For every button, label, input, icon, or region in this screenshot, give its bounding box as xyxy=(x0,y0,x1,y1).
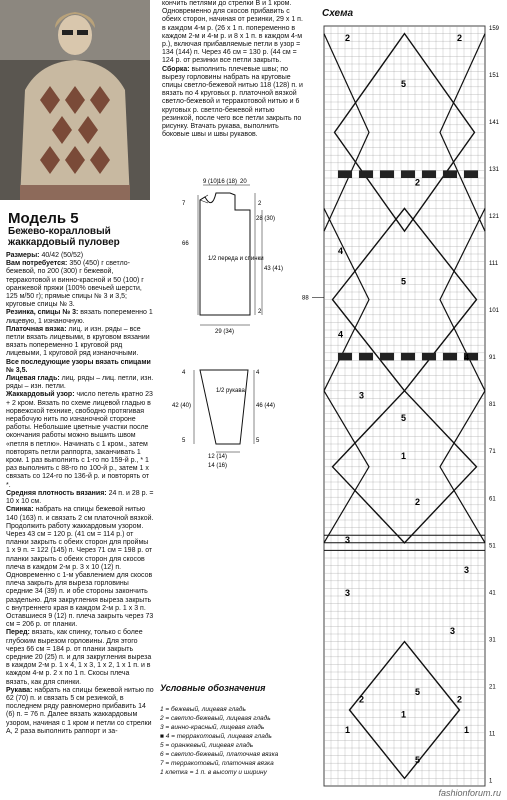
terracotta-cells xyxy=(401,170,415,178)
chart-cell-number: 3 xyxy=(345,534,351,545)
instructions-column-1 xyxy=(6,252,154,736)
chart-cell-number: 2 xyxy=(415,496,421,507)
col1-paragraph xyxy=(6,391,154,489)
body-left-label-2: 66 xyxy=(182,241,189,247)
col1-paragraph-lead: Платочная вязка: xyxy=(6,325,67,333)
col2-paragraph-text: кончить петлями до стрелки В и 1 кром. Одновременно для скосов прибавить с обеих сторон, начиная от резинки, 29 х 1 п. в каждом 4-м р. (26 х 1 п. попеременно в каждом 2-м и 4-м р. и 8 х 1 п. в каждом 4-м р.), включая прибавляемые петли в узор = 134 (144) п. Через 46 см = 130 р. (44 см = 124 р. от резинки все петли закрыть. xyxy=(162,0,303,65)
row-number: 141 xyxy=(489,120,500,127)
chart-cell-number: 2 xyxy=(457,694,463,705)
row-number: 41 xyxy=(489,590,496,597)
terracotta-cells xyxy=(443,353,457,361)
row-number: 11 xyxy=(489,731,496,738)
col1-paragraph-lead: Резинка, спицы № 3: xyxy=(6,309,79,317)
chart-cell-number: 4 xyxy=(338,329,344,340)
chart-cell-number: 4 xyxy=(338,246,344,256)
sleeve-left-label-1: 4 xyxy=(182,370,186,376)
col1-paragraph xyxy=(6,375,154,391)
model-subtitle: Бежево-коралловый жаккардовый пуловер xyxy=(8,226,120,248)
chart-cell-number: 3 xyxy=(450,626,456,636)
chart-cell-number: 2 xyxy=(457,33,463,44)
col1-paragraph-text: набрать на спицы бежевой нитью по 62 (70) п. и связать 5 см резинкой, в последнем ряду равномерно прибавить 14 (6) п. = 76 п. Далее вязать жаккардовым узором, начиная с 1 кром и петли со стрелки А, 2 раза выполнить раппорт и за- xyxy=(6,686,154,735)
chart-cell-number: 1 xyxy=(401,451,407,462)
legend-item: 5 = оранжевый, лицевая гладь xyxy=(160,742,254,749)
terracotta-cells xyxy=(359,170,373,178)
col1-paragraph-text: 24 п. и 28 р. = 10 х 10 см. xyxy=(6,489,154,506)
chart-cell-number: 1 xyxy=(345,724,351,735)
col1-paragraph-text: лиц. ряды – лиц. петли, изн. ряды – изн. петли. xyxy=(6,375,154,391)
row-number: 1 xyxy=(489,778,493,785)
model-title: Модель 5 xyxy=(8,210,79,227)
chart-cell-number: 3 xyxy=(359,390,365,401)
col1-paragraph-lead: Жаккардовый узор: xyxy=(6,391,75,399)
legend xyxy=(160,705,310,777)
chart-cell-number: 5 xyxy=(415,686,421,697)
col1-paragraph-text: число петель кратно 23 + 2 кром. Вязать по схеме лицевой гладью в норвежской технике, свободно протягивая нерабочую нить по изнаночной стороне работы. Небольшие цветные участки после окончания работы можно вышить швом «петля в петлю». Начинать с 1 кром., затем повторять петли раппорта, заканчивать 1 кром. 1 раз выполнить с 1-го по 159-й р., * 1 раз выполнить с 88-го по 100-й р., затем 1 х связать со 124-го по 136-й р. и повторять от *. xyxy=(6,391,153,489)
body-top-label-3: 20 xyxy=(240,179,247,185)
knitting-chart xyxy=(300,20,507,795)
sleeve-left-label-4: 5 xyxy=(182,438,186,444)
body-top-label-1: 9 (10) xyxy=(203,179,219,185)
terracotta-cells xyxy=(464,170,478,178)
col1-paragraph xyxy=(6,252,154,260)
terracotta-cells xyxy=(380,353,394,361)
col1-paragraph xyxy=(6,490,154,506)
model-photo xyxy=(0,0,150,200)
legend-item: ■ 4 = терракотовый, лицевая гладь xyxy=(160,733,272,740)
sleeve-right-label-2: 46 (44) xyxy=(256,403,276,409)
schema-label: Схема xyxy=(322,8,354,19)
chart-cell-number: 2 xyxy=(359,694,365,705)
col1-paragraph-lead: Рукава: xyxy=(6,686,33,694)
col1-paragraph-lead: Перед: xyxy=(6,629,30,637)
body-right-label-2: 28 (30) xyxy=(256,216,276,222)
terracotta-cells xyxy=(338,353,352,361)
col1-paragraph-text: вязать попеременно 1 лицевую, 1 изнаночную. xyxy=(6,309,153,325)
row-number: 91 xyxy=(489,355,496,362)
sleeve-right-label-3: 5 xyxy=(256,438,260,444)
col1-paragraph-text: 350 (450) г светло-бежевой, по 200 (300) г бежевой, терракотовой и винно-красной и 50 (100) г оранжевой пряжи (100% овечьей шерсти, 125 м/50 г); прямые спицы № 3 и 3,5; круговые спицы № 3. xyxy=(6,260,144,309)
terracotta-cells xyxy=(359,353,373,361)
sleeve-pattern-diagram xyxy=(160,352,285,472)
col2-paragraph-lead: Сборка: xyxy=(162,65,190,73)
row-number: 131 xyxy=(489,167,500,174)
row-number: 81 xyxy=(489,402,496,409)
body-right-label-4: 2 xyxy=(258,309,262,315)
col1-paragraph-text: вязать, как спинку, только с более глубоким вырезом горловины. Для этого через 66 см = 184 р. от планки закрыть средние 20 (25) п. и для закругления выреза в каждом 2-м р. 1 х 4, 1 х 3, 1 х 2, 1 х 1 п. и в каждом 4-м р. 2 х по 1 п. Скосы плеча вязать, как для спинки. xyxy=(6,629,152,686)
row-number: 51 xyxy=(489,543,496,550)
legend-item: 1 = бежевый, лицевая гладь xyxy=(160,706,246,713)
body-center-label: 1/2 переда и спинки xyxy=(208,256,264,262)
col1-paragraph xyxy=(6,359,154,375)
col2-paragraph-text: выполнить плечевые швы; по вырезу горловины набрать на круговые спицы светло-бежевой нитью 118 (128) п. и вязать по 4 круговых р. платочной вязкой светло-бежевой и терракотовой нитью и 6 круговых р. светло-бежевой нитью резинкой, после чего все петли закрыть по рисунку. Втачать рукава, выполнить боковые швы и швы рукавов. xyxy=(162,65,303,139)
row-number: 111 xyxy=(489,261,499,268)
row-number: 121 xyxy=(489,214,500,221)
watermark: fashionforum.ru xyxy=(438,788,501,798)
sleeve-left-label-2: 42 (40) xyxy=(172,403,192,409)
col1-paragraph xyxy=(6,506,154,629)
body-pattern-diagram xyxy=(160,175,285,335)
sleeve-right-label-1: 4 xyxy=(256,370,260,376)
col1-paragraph-lead: Лицевая гладь: xyxy=(6,375,60,383)
body-right-label-1: 2 xyxy=(258,201,262,207)
legend-item: 1 клетка = 1 п. в высоту и ширину xyxy=(160,769,267,776)
col1-paragraph-text: 40/42 (50/52) xyxy=(39,252,84,259)
chart-cell-number: 3 xyxy=(464,565,470,576)
chart-cell-number: 1 xyxy=(401,709,407,720)
legend-item: 2 = светло-бежевый, лицевая гладь xyxy=(160,715,271,722)
terracotta-cells xyxy=(422,353,436,361)
terracotta-cells xyxy=(380,170,394,178)
terracotta-cells xyxy=(338,170,352,178)
col1-paragraph-lead: Средняя плотность вязания: xyxy=(6,489,107,497)
col1-paragraph-lead: Все последующие узоры вязать спицами № 3,5. xyxy=(6,358,151,374)
sleeve-bottom-label-1: 12 (14) xyxy=(208,454,228,460)
sleeve-bottom-label-2: 14 (16) xyxy=(208,463,228,469)
model-photo-illustration xyxy=(0,0,150,200)
left-row-marker: 88 xyxy=(302,295,309,302)
chart-cell-number: 4 xyxy=(464,352,470,363)
col1-paragraph-text: лиц. и изн. ряды – все петли вязать лицевыми, в круговом вязании вязать попеременно 1 круговой ряд лицевыми, 1 круговой ряд изнаночными. xyxy=(6,325,150,358)
row-number: 61 xyxy=(489,496,496,503)
row-number: 151 xyxy=(489,73,500,80)
col1-paragraph xyxy=(6,629,154,686)
body-right-label-3: 43 (41) xyxy=(264,266,284,272)
chart-cell-number: 2 xyxy=(415,177,421,188)
terracotta-cells xyxy=(422,170,436,178)
col2-paragraph xyxy=(162,0,307,66)
chart-cell-number: 5 xyxy=(415,755,421,766)
col1-paragraph xyxy=(6,326,154,359)
body-top-label-2: 16 (18) xyxy=(218,179,238,185)
chart-cell-number: 5 xyxy=(401,78,407,89)
legend-item: 6 = светло-бежевый, платочная вязка xyxy=(160,751,279,758)
chart-cell-number: 3 xyxy=(345,588,351,598)
legend-item: 7 = терракотовый, платочная вязка xyxy=(160,760,274,767)
row-number: 31 xyxy=(489,637,496,644)
sleeve-center-label: 1/2 рукава xyxy=(216,388,245,394)
row-number: 71 xyxy=(489,449,496,456)
col1-paragraph-lead: Спинка: xyxy=(6,506,34,514)
chart-cell-number: 1 xyxy=(464,724,470,735)
col2-paragraph xyxy=(162,66,307,140)
legend-item: 3 = винно-красный, лицевая гладь xyxy=(160,724,265,731)
chart-cell-number: 5 xyxy=(401,413,407,424)
row-number: 101 xyxy=(489,308,500,315)
col1-paragraph xyxy=(6,309,154,325)
col1-paragraph xyxy=(6,260,154,309)
instructions-column-2 xyxy=(162,0,307,139)
col1-paragraph-lead: Размеры: xyxy=(6,252,40,259)
row-number: 21 xyxy=(489,684,496,691)
legend-title: Условные обозначения xyxy=(160,683,266,693)
col1-paragraph xyxy=(6,687,154,736)
body-bottom-label: 29 (34) xyxy=(215,329,235,335)
row-number: 159 xyxy=(489,26,500,32)
chart-cell-number: 5 xyxy=(401,276,407,287)
terracotta-cells xyxy=(443,170,457,178)
body-left-label-1: 7 xyxy=(182,201,186,207)
col1-paragraph-text: набрать на спицы бежевой нитью 140 (163) п. и связать 2 см платочной вязкой. Продолжить работу жаккардовым узором. Через 43 см = 120 р. (41 см = 114 р.) от планки закрыть с обеих сторон для проймы 1 х 9 п. = 122 (145) п. Через 71 см = 198 р. от планки закрыть с обеих сторон для скосов плеча в каждом 2-м р. 3 х 10 (12) п. Одновременно с 1-м убавлением для скосов плеча закрыть для выреза горловины средние 34 (39) п. и обе стороны закончить раздельно. Для закругления выреза закрыть с внутреннего края в каждом 2-м р. 1 х 3 п. Оставшиеся 9 (12) п. плеча закрыть через 73 см = 206 р. от планки. xyxy=(6,506,154,629)
col1-paragraph-lead: Вам потребуется: xyxy=(6,260,68,268)
chart-cell-number: 2 xyxy=(345,33,351,44)
terracotta-cells xyxy=(401,353,415,361)
